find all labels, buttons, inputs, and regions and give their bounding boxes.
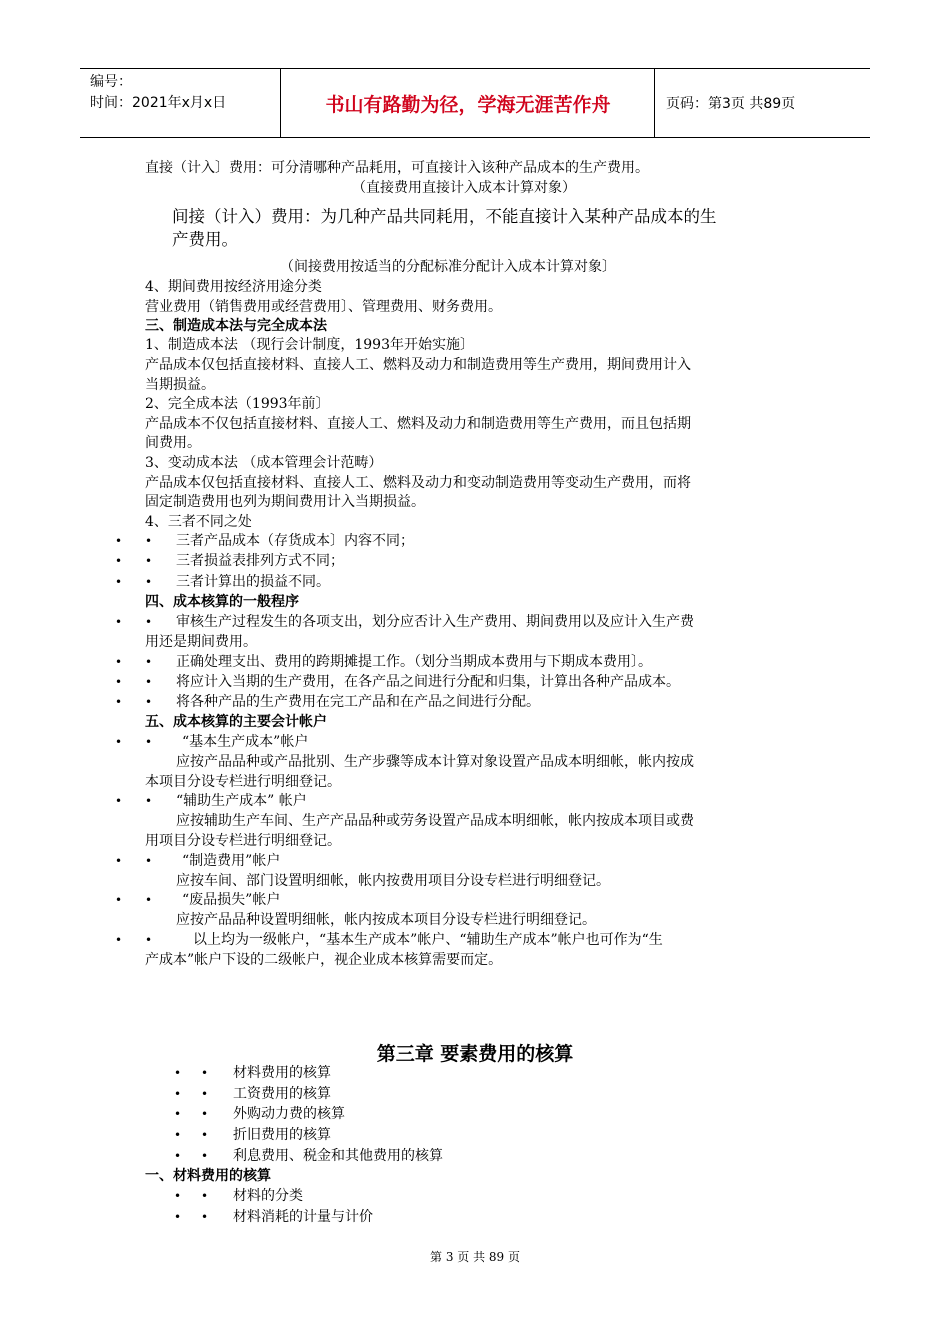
header-divider xyxy=(280,69,281,137)
text-line: 1、制造成本法 （现行会计制度，1993年开始实施〕 xyxy=(145,337,474,353)
text-line: 4、三者不同之处 xyxy=(145,514,252,530)
text-line: 应按辅助生产车间、生产产品品种或劳务设置产品成本明细帐，帐内按成本项目或费 xyxy=(176,813,694,829)
bullet-icon: • xyxy=(115,854,123,868)
page-info: 页码：第3页 共89页 xyxy=(666,96,796,112)
text-line: 产品成本不仅包括直接材料、直接人工、燃料及动力和制造费用等生产费用，而且包括期 xyxy=(145,416,691,432)
list-item: 三者产品成本（存货成本〕内容不同； xyxy=(176,533,414,549)
bullet-icon: • xyxy=(115,655,123,669)
text-line: 固定制造费用也列为期间费用计入当期损益。 xyxy=(145,494,425,510)
list-item-cont: 产成本”帐户下设的二级帐户，视企业成本核算需要而定。 xyxy=(145,952,503,968)
bullet-icon: • xyxy=(174,1149,182,1163)
section-heading: 五、成本核算的主要会计帐户 xyxy=(145,714,327,730)
bullet-icon: • xyxy=(174,1087,182,1101)
bullet-icon: • xyxy=(145,854,153,868)
section-heading: 三、制造成本法与完全成本法 xyxy=(145,318,327,334)
bullet-icon: • xyxy=(201,1189,209,1203)
list-item: 正确处理支出、费用的跨期摊提工作。（划分当期成本费用与下期成本费用〕。 xyxy=(176,654,652,670)
bullet-icon: • xyxy=(115,575,123,589)
text-line: （间接费用按适当的分配标准分配计入成本计算对象〕 xyxy=(280,259,616,275)
text-line: 间费用。 xyxy=(145,435,201,451)
bullet-icon: • xyxy=(174,1210,182,1224)
bullet-icon: • xyxy=(115,615,123,629)
list-item: 将各种产品的生产费用在完工产品和在产品之间进行分配。 xyxy=(176,694,540,710)
list-item: 以上均为一级帐户，“基本生产成本”帐户、“辅助生产成本”帐户也可作为“生 xyxy=(193,932,663,948)
bullet-icon: • xyxy=(145,534,153,548)
text-line: 产品成本仅包括直接材料、直接人工、燃料及动力和变动制造费用等变动生产费用，而将 xyxy=(145,475,691,491)
bullet-icon: • xyxy=(174,1107,182,1121)
time-label: 时间：2021年x月x日 xyxy=(90,95,227,111)
section-heading: 四、成本核算的一般程序 xyxy=(145,594,299,610)
bullet-icon: • xyxy=(145,615,153,629)
list-item: 材料的分类 xyxy=(233,1188,303,1204)
text-line: 当期损益。 xyxy=(145,377,215,393)
bullet-icon: • xyxy=(115,933,123,947)
text-line: 2、完全成本法（1993年前〕 xyxy=(145,396,330,412)
list-item: 三者计算出的损益不同。 xyxy=(176,574,330,590)
bullet-icon: • xyxy=(201,1128,209,1142)
bullet-icon: • xyxy=(115,675,123,689)
bullet-icon: • xyxy=(115,554,123,568)
text-line: 间接（计入）费用：为几种产品共同耗用，不能直接计入某种产品成本的生 xyxy=(172,207,717,226)
list-item: “基本生产成本”帐户 xyxy=(182,734,309,750)
list-item: 工资费用的核算 xyxy=(233,1086,331,1102)
text-line: 营业费用（销售费用或经营费用〕、管理费用、财务费用。 xyxy=(145,299,502,315)
bullet-icon: • xyxy=(201,1149,209,1163)
list-item: “制造费用”帐户 xyxy=(182,853,281,869)
list-item-cont: 用还是期间费用。 xyxy=(145,634,257,650)
page-header xyxy=(80,68,870,138)
list-item: “废品损失”帐户 xyxy=(182,892,281,908)
text-line: 产品成本仅包括直接材料、直接人工、燃料及动力和制造费用等生产费用，期间费用计入 xyxy=(145,357,691,373)
list-item: 外购动力费的核算 xyxy=(233,1106,345,1122)
text-line: 用项目分设专栏进行明细登记。 xyxy=(145,833,341,849)
list-item: 材料消耗的计量与计价 xyxy=(233,1209,373,1225)
bullet-icon: • xyxy=(145,933,153,947)
bullet-icon: • xyxy=(115,735,123,749)
bullet-icon: • xyxy=(115,534,123,548)
section-heading: 一、材料费用的核算 xyxy=(145,1168,271,1184)
bullet-icon: • xyxy=(145,554,153,568)
bullet-icon: • xyxy=(115,893,123,907)
list-item: 审核生产过程发生的各项支出，划分应否计入生产费用、期间费用以及应计入生产费 xyxy=(176,614,694,630)
header-divider xyxy=(654,69,655,137)
bullet-icon: • xyxy=(201,1107,209,1121)
bullet-icon: • xyxy=(145,655,153,669)
bullet-icon: • xyxy=(145,695,153,709)
bullet-icon: • xyxy=(115,695,123,709)
bullet-icon: • xyxy=(145,675,153,689)
bullet-icon: • xyxy=(145,794,153,808)
bullet-icon: • xyxy=(174,1066,182,1080)
list-item: 将应计入当期的生产费用，在各产品之间进行分配和归集，计算出各种产品成本。 xyxy=(176,674,680,690)
bullet-icon: • xyxy=(201,1087,209,1101)
chapter-title: 第三章 要素费用的核算 xyxy=(376,1043,574,1065)
text-line: 应按产品品种或产品批别、生产步骤等成本计算对象设置产品成本明细帐，帐内按成 xyxy=(176,754,694,770)
list-item: 材料费用的核算 xyxy=(233,1065,331,1081)
text-line: 应按车间、部门设置明细帐，帐内按费用项目分设专栏进行明细登记。 xyxy=(176,873,610,889)
header-meta xyxy=(90,72,226,114)
bullet-icon: • xyxy=(174,1128,182,1142)
list-item: 折旧费用的核算 xyxy=(233,1127,331,1143)
text-line: （直接费用直接计入成本计算对象） xyxy=(352,180,576,196)
text-line: 本项目分设专栏进行明细登记。 xyxy=(145,774,341,790)
list-item: 三者损益表排列方式不同； xyxy=(176,553,344,569)
bullet-icon: • xyxy=(145,893,153,907)
header-motto: 书山有路勤为径，学海无涯苦作舟 xyxy=(325,93,611,116)
bullet-icon: • xyxy=(174,1189,182,1203)
page-footer: 第 3 页 共 89 页 xyxy=(430,1250,520,1264)
list-item: 利息费用、税金和其他费用的核算 xyxy=(233,1148,443,1164)
list-item: “辅助生产成本” 帐户 xyxy=(176,793,307,809)
code-label: 编号： xyxy=(90,74,132,90)
text-line: 应按产品品种设置明细帐，帐内按成本项目分设专栏进行明细登记。 xyxy=(176,912,596,928)
bullet-icon: • xyxy=(201,1210,209,1224)
bullet-icon: • xyxy=(201,1066,209,1080)
text-line: 直接（计入〕费用：可分清哪种产品耗用，可直接计入该种产品成本的生产费用。 xyxy=(145,160,649,176)
text-line: 3、变动成本法 （成本管理会计范畴） xyxy=(145,455,383,471)
bullet-icon: • xyxy=(145,735,153,749)
bullet-icon: • xyxy=(115,794,123,808)
text-line: 产费用。 xyxy=(172,230,238,249)
bullet-icon: • xyxy=(145,575,153,589)
text-line: 4、期间费用按经济用途分类 xyxy=(145,279,322,295)
